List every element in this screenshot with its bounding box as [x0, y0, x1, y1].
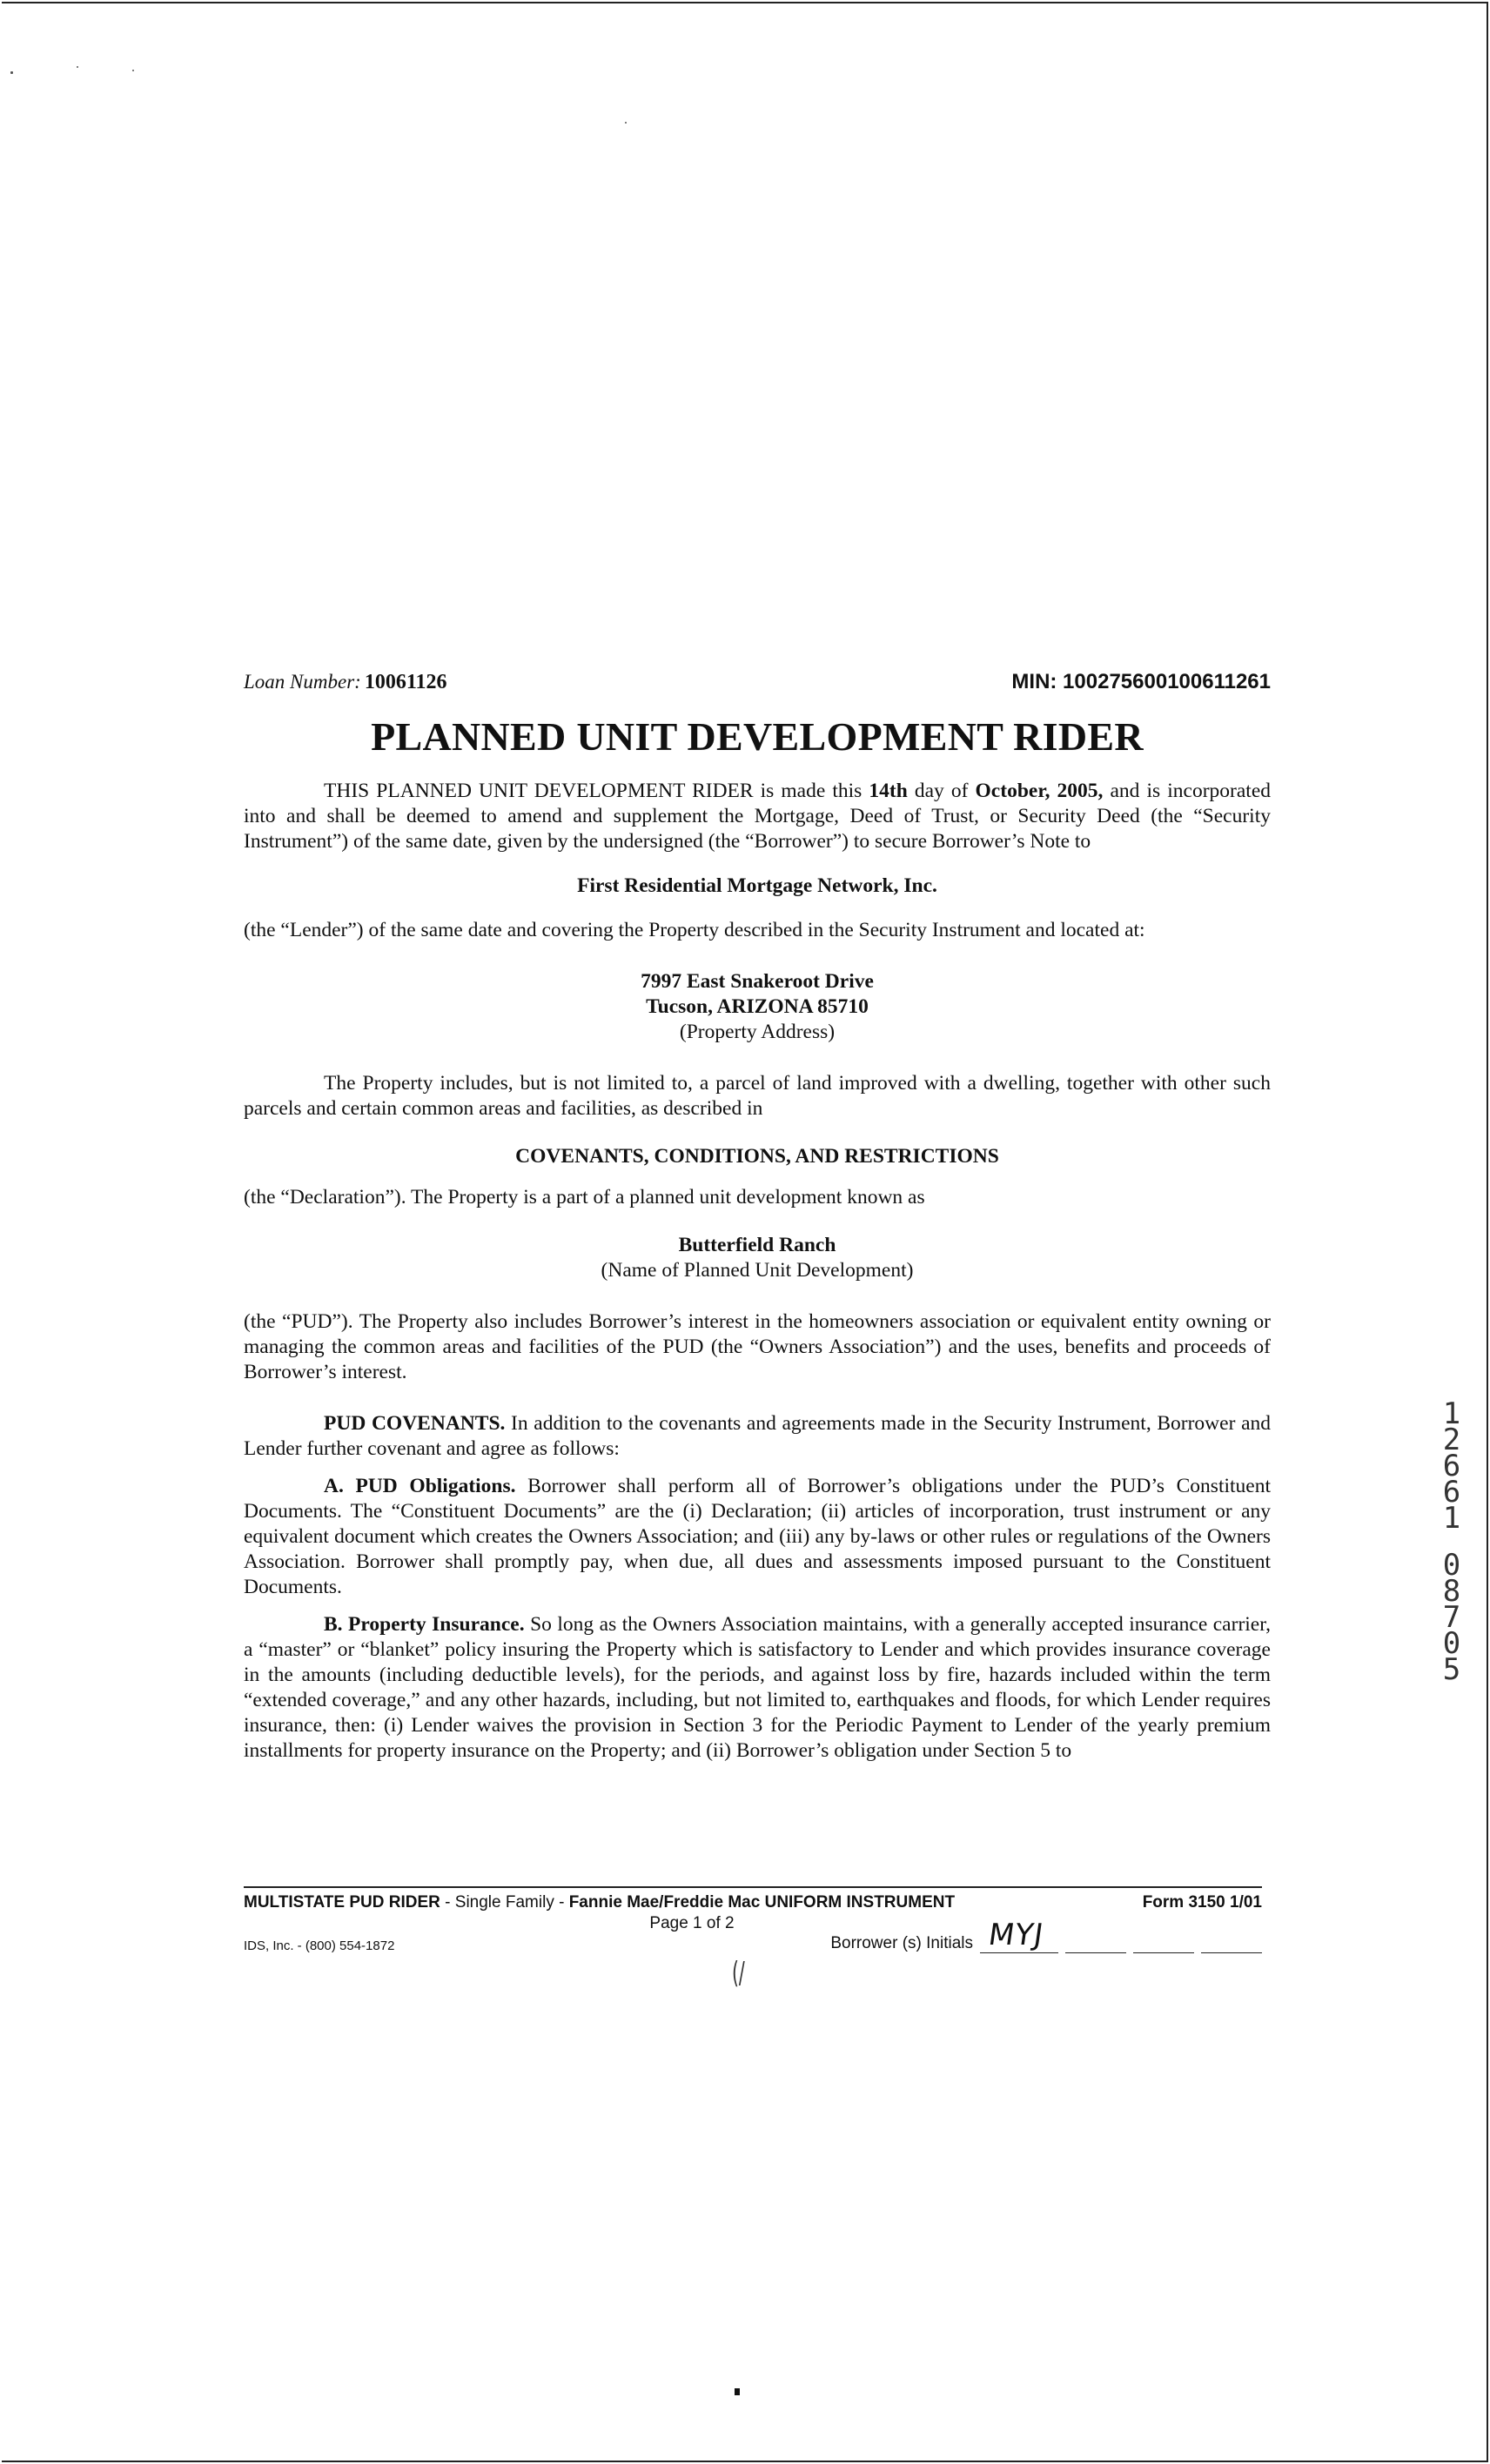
stamp-digit: 6 — [1442, 1475, 1461, 1510]
stamp-digit: 1 — [1442, 1396, 1461, 1431]
intro-text: and is incorporated into and shall be deemed to amend and supplement the Mortgage, Deed of Trust, or Security Deed (the “Security Instrument”) of the same date, given by the undersigned (the “Borrower”) to secure Borrower’s Note to — [244, 780, 1271, 853]
property-address-line1: 7997 East Snakeroot Drive — [641, 970, 874, 993]
intro-text: day of — [907, 780, 976, 802]
property-address-line2: Tucson, ARIZONA 85710 — [646, 995, 869, 1018]
covenant-a-paragraph — [244, 1474, 1271, 1600]
property-paragraph: The Property includes, but is not limited to, a parcel of land improved with a dwelling, together with other such parcels and certain common areas and facilities, as described in — [244, 1072, 1271, 1120]
pud-name: Butterfield Ranch — [678, 1234, 836, 1256]
form-title-line — [244, 1893, 955, 1912]
loan-number-value: 10061126 — [364, 671, 447, 693]
form-number: Form 3150 1/01 — [1142, 1893, 1262, 1912]
form-instrument: Fannie Mae/Freddie Mac UNIFORM INSTRUMENT — [568, 1893, 956, 1912]
stamp-digit: 7 — [1442, 1600, 1461, 1635]
initials-field-1[interactable] — [980, 1918, 1058, 1953]
property-address-caption: (Property Address) — [679, 1021, 836, 1043]
page-number: Page 1 of 2 — [649, 1914, 735, 1932]
covenant-b-text: So long as the Owners Association maintains, with a generally accepted insurance carrier, a “master” or “blanket” policy insuring the Property which is satisfactory to Lender and which provides insurance coverage in the amounts (including deductible levels), for the periods, and against loss by fire, hazards included within the term “extended coverage,” and any other hazards, including, but not limited to, earthquakes and floods, for which Lender requires insurance, then: (i) Lender waives the provision in Section 3 for the Periodic Payment to Lender of the yearly premium installments for property insurance on the Property; and (ii) Borrower’s obligation under Section 5 to — [244, 1613, 1271, 1762]
form-footer — [244, 1886, 1262, 1953]
ids-vendor-line: IDS, Inc. - (800) 554-1872 — [244, 1938, 395, 1953]
loan-number-block — [244, 671, 447, 694]
stamp-digit: 2 — [1442, 1423, 1461, 1457]
pud-covenants-heading: PUD COVENANTS. — [324, 1412, 506, 1435]
stamp-digit: 8 — [1442, 1574, 1461, 1609]
scan-mark — [735, 2388, 740, 2395]
intro-text: THIS PLANNED UNIT DEVELOPMENT RIDER is made this — [324, 780, 869, 802]
declaration-paragraph: (the “Declaration”). The Property is a part of a planned unit development known as — [244, 1186, 925, 1209]
pud-covenants-paragraph — [244, 1411, 1271, 1462]
stamp-digit: 0 — [1442, 1548, 1461, 1583]
form-subtitle: - Single Family - — [440, 1893, 569, 1912]
intro-paragraph — [244, 779, 1271, 854]
rider-date: October, 2005, — [975, 780, 1104, 802]
pud-name-caption: (Name of Planned Unit Development) — [601, 1259, 914, 1282]
covenant-b-paragraph — [244, 1612, 1271, 1764]
initials-field-3[interactable] — [1133, 1933, 1194, 1953]
min-number: MIN: 100275600100611261 — [1011, 670, 1271, 693]
lender-paragraph: (the “Lender”) of the same date and covering the Property described in the Security Instrument and located at: — [244, 919, 1145, 941]
handwritten-initials: MYJ — [986, 1918, 1046, 1952]
scan-speck — [10, 71, 13, 74]
lender-name: First Residential Mortgage Network, Inc. — [577, 874, 937, 897]
document-title: PLANNED UNIT DEVELOPMENT RIDER — [371, 714, 1144, 759]
stamp-digit: 5 — [1442, 1652, 1461, 1687]
stamp-digit: 0 — [1442, 1626, 1461, 1661]
covenant-a-heading: A. PUD Obligations. — [324, 1475, 516, 1497]
pud-paragraph: (the “PUD”). The Property also includes Borrower’s interest in the homeowners association or equivalent entity owning or managing the common areas and facilities of the PUD (the “Owners Association”) and the uses, benefits and proceeds of Borrower’s interest. — [244, 1310, 1271, 1383]
scan-speck — [77, 66, 78, 68]
initials-label: Borrower (s) Initials — [830, 1934, 973, 1952]
declaration-title: COVENANTS, CONDITIONS, AND RESTRICTIONS — [515, 1145, 999, 1168]
covenant-a-text: Borrower shall perform all of Borrower’s obligations under the PUD’s Constituent Documents. The “Constituent Documents” are the (i) Declaration; (ii) articles of incorporation, trust instrument or any equivalent document which creates the Owners Association; and (iii) any by-laws or other rules or regulations of the Owners Association. Borrower shall promptly pay, when due, all dues and assessments imposed pursuant to the Constituent Documents. — [244, 1475, 1271, 1598]
document-header — [244, 670, 1271, 694]
rider-content — [244, 670, 1271, 1764]
covenant-b-heading: B. Property Insurance. — [324, 1613, 525, 1636]
initials-field-4[interactable] — [1201, 1933, 1262, 1953]
initials-field-2[interactable] — [1065, 1933, 1126, 1953]
footer-rule — [244, 1886, 1262, 1888]
loan-number-label: Loan Number: — [244, 671, 361, 693]
stamp-digit: 6 — [1442, 1449, 1461, 1483]
pud-covenants-text: In addition to the covenants and agreements made in the Security Instrument, Borrower and Lender further covenant and agree as follows: — [244, 1412, 1271, 1460]
scan-speck — [132, 70, 134, 71]
side-stamp-number — [1434, 1396, 1469, 1687]
rider-day: 14th — [869, 780, 908, 802]
borrower-initials-block — [830, 1918, 1262, 1953]
stamp-digit: 1 — [1442, 1501, 1461, 1536]
handwritten-mark: (/ — [731, 1956, 745, 1991]
form-title: MULTISTATE PUD RIDER — [244, 1893, 440, 1912]
scan-speck — [625, 122, 627, 124]
